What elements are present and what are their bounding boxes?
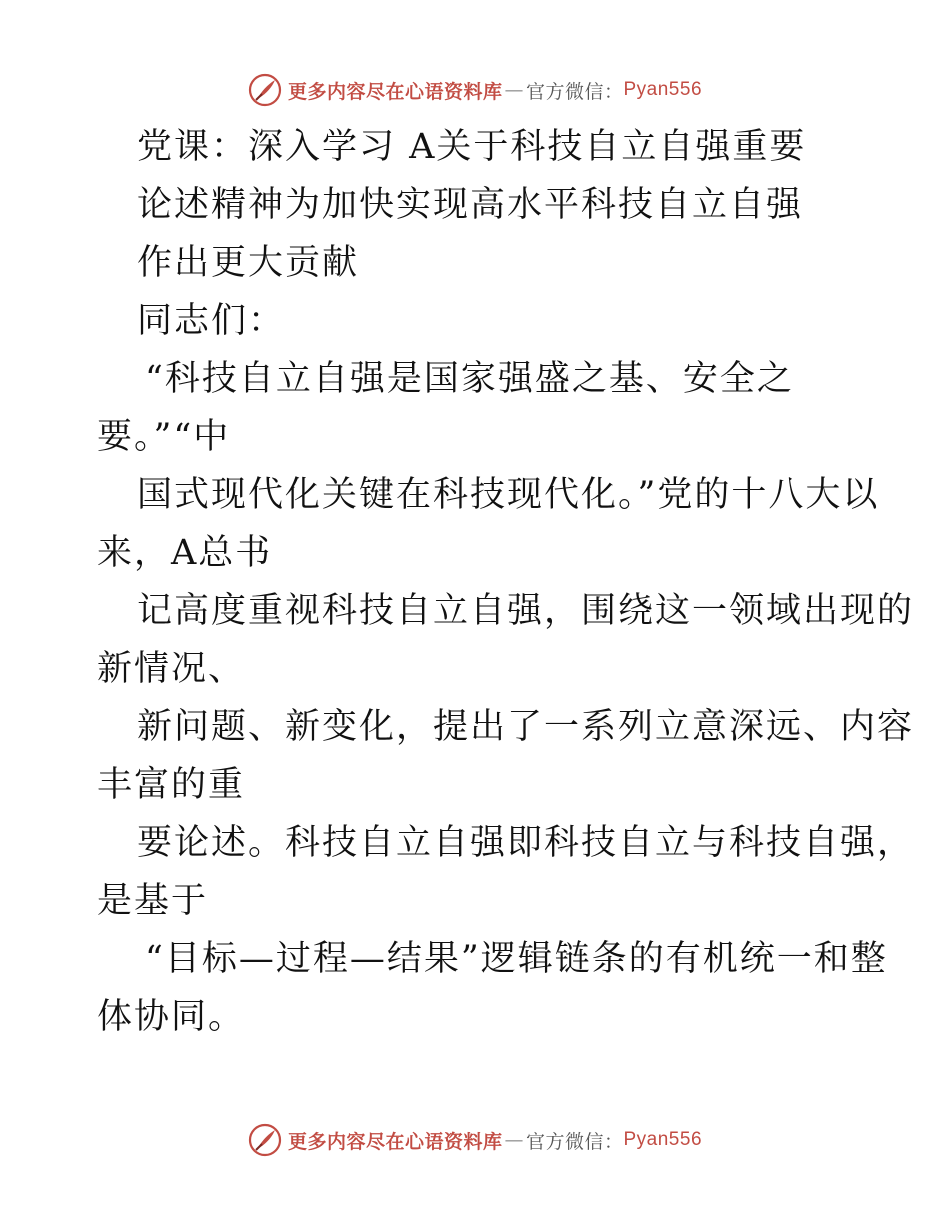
paragraph-line: 来，A总书 [97,533,273,573]
paragraph-line: 体协同。 [97,997,246,1037]
header-watermark [0,70,950,110]
document-title-line-3: 作出更大贡献 [137,243,360,283]
watermark-brand: 更多内容尽在心语资料库 [287,1130,503,1153]
paragraph-line: “目标—过程—结果”逻辑链条的有机统一和整 [145,939,888,979]
watermark-wechat-label: 官方微信： [525,80,624,103]
feather-pen-logo-icon [248,1123,282,1157]
paragraph-line: 要。”“中 [97,417,231,457]
paragraph-line: 新情况、 [97,649,246,689]
paragraph-line: “科技自立自强是国家强盛之基、安全之 [145,359,794,399]
footer-watermark [0,1120,950,1160]
paragraph-line: 要论述。科技自立自强即科技自立与科技自强， [137,823,915,863]
paragraph-line: 国式现代化关键在科技现代化。”党的十八大以 [137,475,880,515]
watermark-wechat-label: 官方微信： [525,1130,624,1153]
watermark-account: Pyan556 [623,1129,703,1150]
watermark-brand: 更多内容尽在心语资料库 [287,80,503,103]
document-title-line-2: 论述精神为加快实现高水平科技自立自强 [137,185,804,225]
paragraph-line: 记高度重视科技自立自强，围绕这一领域出现的 [137,591,915,631]
document-title-line-1: 党课：深入学习 A关于科技自立自强重要 [137,127,807,167]
watermark-account: Pyan556 [623,79,703,100]
paragraph-line: 丰富的重 [97,765,246,805]
paragraph-line: 新问题、新变化，提出了一系列立意深远、内容 [137,707,915,747]
watermark-dash: — [504,1129,524,1151]
watermark-dash: — [504,79,524,101]
feather-pen-logo-icon [248,73,282,107]
salutation: 同志们： [137,301,286,341]
paragraph-line: 是基于 [97,881,209,921]
